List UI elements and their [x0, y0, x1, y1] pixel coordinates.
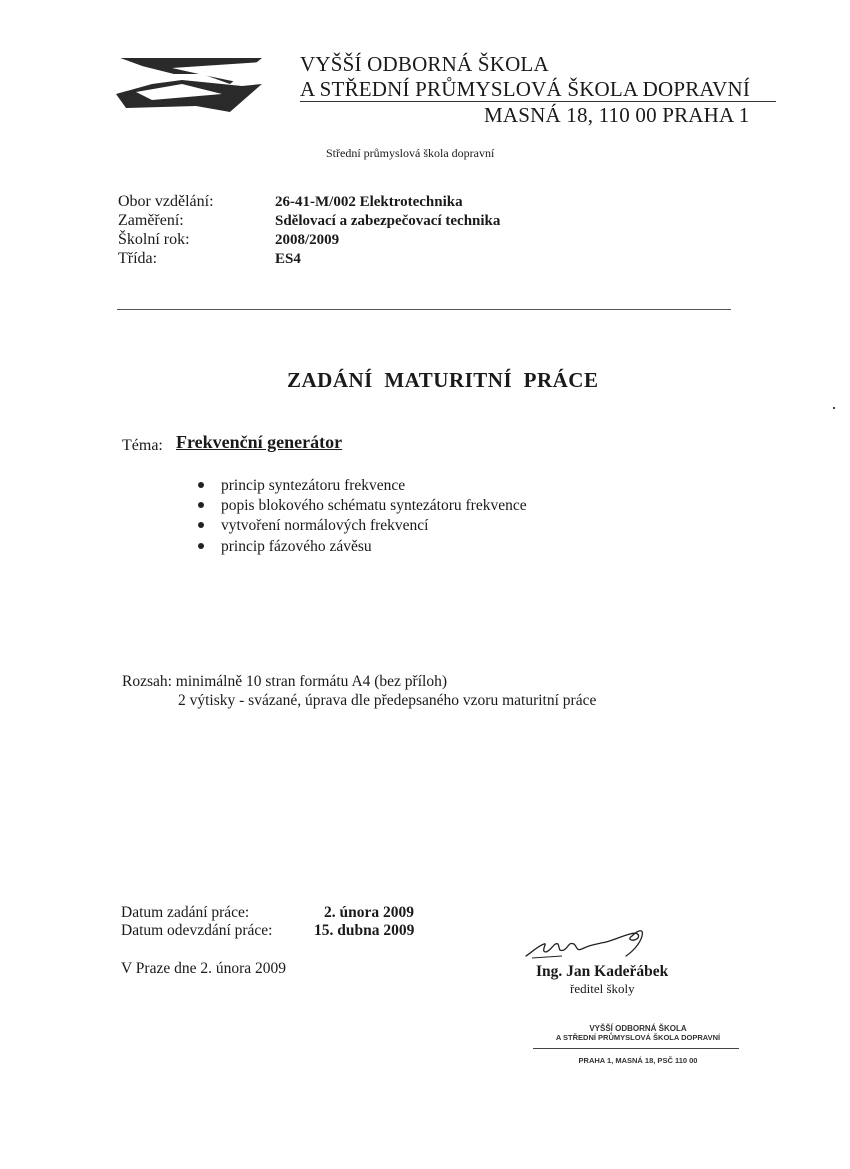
stamp-line2: A STŘEDNÍ PRŮMYSLOVÁ ŠKOLA DOPRAVNÍ	[555, 1033, 721, 1042]
school-stamp	[533, 1024, 743, 1065]
bullet-icon	[198, 543, 204, 549]
bullet-icon	[198, 482, 204, 488]
stamp-rule	[533, 1048, 739, 1049]
field-label-obor: Obor vzdělání:	[118, 193, 214, 210]
bullet-item: popis blokového schématu syntezátoru frekvence	[198, 497, 527, 515]
header-rule	[300, 101, 776, 102]
place-date: V Praze dne 2. února 2009	[121, 960, 287, 977]
document-title: ZADÁNÍ MATURITNÍ PRÁCE	[287, 368, 599, 392]
scan-speck	[833, 407, 835, 409]
field-label-zamereni: Zaměření:	[118, 212, 184, 229]
bullet-item: princip fázového závěsu	[198, 538, 372, 556]
field-label-skolni-rok: Školní rok:	[118, 231, 190, 248]
field-value-obor: 26-41-M/002 Elektrotechnika	[275, 194, 463, 210]
school-logo	[112, 54, 267, 116]
field-value-trida: ES4	[275, 251, 301, 267]
school-subline: Střední průmyslová škola dopravní	[326, 146, 495, 160]
signatory-name: Ing. Jan Kadeřábek	[536, 963, 669, 980]
bullet-icon	[198, 502, 204, 508]
datum-odevzdani-value: 15. dubna 2009	[314, 922, 415, 939]
field-value-zamereni: Sdělovací a zabezpečovací technika	[275, 213, 501, 229]
datum-odevzdani-label: Datum odevzdání práce:	[121, 922, 273, 939]
bullet-item: princip syntezátoru frekvence	[198, 477, 405, 495]
bullet-icon	[198, 522, 204, 528]
signatory-role: ředitel školy	[570, 981, 635, 996]
tema-value: Frekvenční generátor	[176, 432, 343, 452]
stamp-line3: PRAHA 1, MASNÁ 18, PSČ 110 00	[578, 1056, 698, 1065]
handwritten-signature	[522, 922, 652, 962]
school-name-line1: VYŠŠÍ ODBORNÁ ŠKOLA	[300, 52, 549, 76]
separator-line	[117, 309, 731, 310]
rozsah-line1: Rozsah: minimálně 10 stran formátu A4 (bez příloh)	[122, 673, 447, 690]
tema-label: Téma:	[122, 437, 163, 454]
rozsah-line2: 2 výtisky - svázané, úprava dle předepsaného vzoru maturitní práce	[178, 692, 597, 709]
datum-zadani-value: 2. února 2009	[324, 904, 414, 921]
field-value-skolni-rok: 2008/2009	[275, 232, 340, 248]
datum-zadani-label: Datum zadání práce:	[121, 904, 250, 921]
stamp-line1: VYŠŠÍ ODBORNÁ ŠKOLA	[589, 1024, 687, 1033]
school-name-line2: A STŘEDNÍ PRŮMYSLOVÁ ŠKOLA DOPRAVNÍ	[300, 77, 751, 101]
school-address: MASNÁ 18, 110 00 PRAHA 1	[484, 103, 750, 127]
bullet-item: vytvoření normálových frekvencí	[198, 517, 428, 535]
field-label-trida: Třída:	[118, 250, 158, 267]
